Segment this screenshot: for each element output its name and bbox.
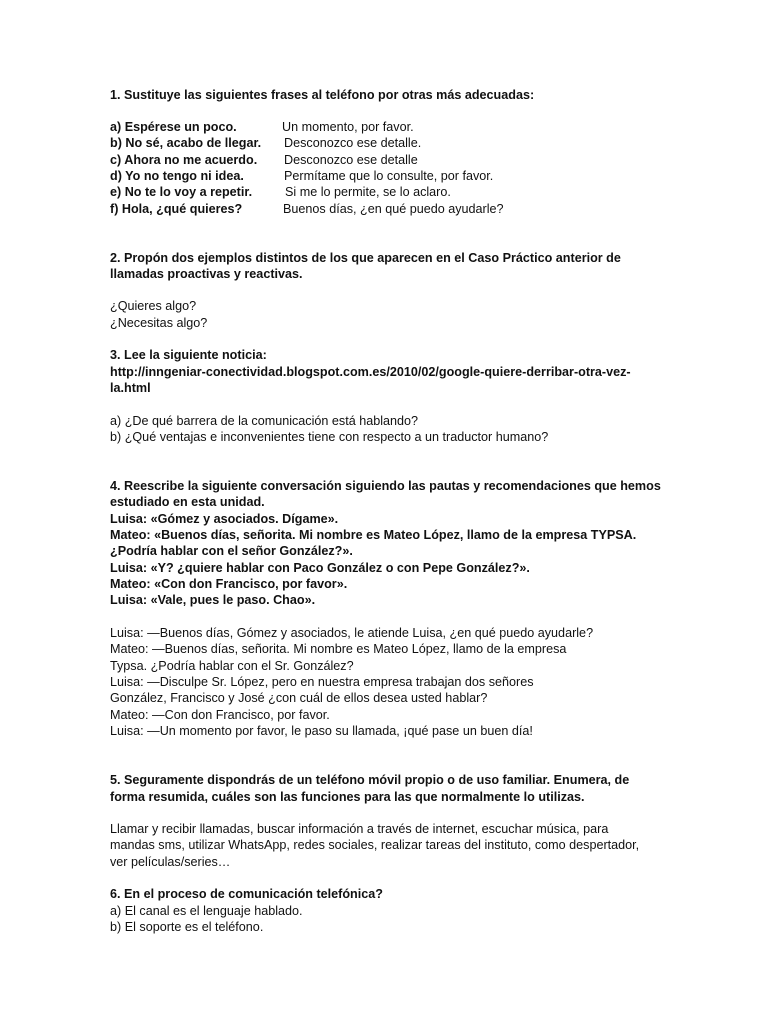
q4-original-line-2: Mateo: «Buenos días, señorita. Mi nombre es Mateo López, llamo de la empresa TYPSA.	[110, 528, 637, 542]
q4-original-line-4: Luisa: «Y? ¿quiere hablar con Paco González o con Pepe González?».	[110, 561, 530, 575]
q1-prompt-e: e) No te lo voy a repetir.	[110, 185, 253, 199]
q6-title: 6. En el proceso de comunicación telefónica?	[110, 887, 383, 901]
q5-title-line-2: forma resumida, cuáles son las funciones para las que normalmente lo utilizas.	[110, 790, 585, 804]
q4-original-line-5: Mateo: «Con don Francisco, por favor».	[110, 577, 348, 591]
q1-prompt-c: c) Ahora no me acuerdo.	[110, 153, 258, 167]
q4-title-line-1: 4. Reescribe la siguiente conversación siguiendo las pautas y recomendaciones que hemos	[110, 479, 661, 493]
q4-original-line-1: Luisa: «Gómez y asociados. Dígame».	[110, 512, 339, 526]
q1-prompt-f: f) Hola, ¿qué quieres?	[110, 202, 243, 216]
q1-prompt-d: d) Yo no tengo ni idea.	[110, 169, 244, 183]
q4-answer-line-2: Mateo: —Buenos días, señorita. Mi nombre es Mateo López, llamo de la empresa	[110, 642, 567, 656]
q4-answer-line-4: Luisa: —Disculpe Sr. López, pero en nuestra empresa trabajan dos señores	[110, 675, 534, 689]
q1-prompt-b: b) No sé, acabo de llegar.	[110, 136, 262, 150]
q1-answer-a: Un momento, por favor.	[282, 120, 414, 134]
q4-original-line-3: ¿Podría hablar con el señor González?».	[110, 544, 353, 558]
q4-answer-line-6: Mateo: —Con don Francisco, por favor.	[110, 708, 330, 722]
q5-title-line-1: 5. Seguramente dispondrás de un teléfono móvil propio o de uso familiar. Enumera, de	[110, 773, 630, 787]
q5-answer-line-2: mandas sms, utilizar WhatsApp, redes sociales, realizar tareas del instituto, como despertador,	[110, 838, 640, 852]
q1-answer-f: Buenos días, ¿en qué puedo ayudarle?	[283, 202, 504, 216]
q4-answer-line-3: Typsa. ¿Podría hablar con el Sr. González?	[110, 659, 354, 673]
q1-prompt-a: a) Espérese un poco.	[110, 120, 237, 134]
q1-title: 1. Sustituye las siguientes frases al teléfono por otras más adecuadas:	[110, 88, 535, 102]
q2-answer-2: ¿Necesitas algo?	[110, 316, 208, 330]
q3-url-line-1: http://inngeniar-conectividad.blogspot.com.es/2010/02/google-quiere-derribar-otra-vez-	[110, 365, 631, 379]
q5-answer-line-1: Llamar y recibir llamadas, buscar información a través de internet, escuchar música, para	[110, 822, 609, 836]
q4-answer-line-5: González, Francisco y José ¿con cuál de ellos desea usted hablar?	[110, 691, 488, 705]
q1-answer-b: Desconozco ese detalle.	[284, 136, 422, 150]
q4-answer-line-1: Luisa: —Buenos días, Gómez y asociados, le atiende Luisa, ¿en qué puedo ayudarle?	[110, 626, 594, 640]
q4-answer-line-7: Luisa: —Un momento por favor, le paso su llamada, ¡qué pase un buen día!	[110, 724, 533, 738]
q6-item-b: b) El soporte es el teléfono.	[110, 920, 264, 934]
q3-item-a: a) ¿De qué barrera de la comunicación está hablando?	[110, 414, 419, 428]
q1-answer-e: Si me lo permite, se lo aclaro.	[285, 185, 451, 199]
q5-answer-line-3: ver películas/series…	[110, 855, 231, 869]
q4-title-line-2: estudiado en esta unidad.	[110, 495, 265, 509]
q4-original-line-6: Luisa: «Vale, pues le paso. Chao».	[110, 593, 316, 607]
q2-title-line-2: llamadas proactivas y reactivas.	[110, 267, 303, 281]
q3-title: 3. Lee la siguiente noticia:	[110, 348, 267, 362]
q3-item-b: b) ¿Qué ventajas e inconvenientes tiene con respecto a un traductor humano?	[110, 430, 549, 444]
q1-answer-d: Permítame que lo consulte, por favor.	[284, 169, 494, 183]
q1-answer-c: Desconozco ese detalle	[284, 153, 418, 167]
q2-answer-1: ¿Quieres algo?	[110, 299, 197, 313]
q6-item-a: a) El canal es el lenguaje hablado.	[110, 904, 303, 918]
q3-url-line-2: la.html	[110, 381, 151, 395]
q2-title-line-1: 2. Propón dos ejemplos distintos de los que aparecen en el Caso Práctico anterior de	[110, 251, 621, 265]
